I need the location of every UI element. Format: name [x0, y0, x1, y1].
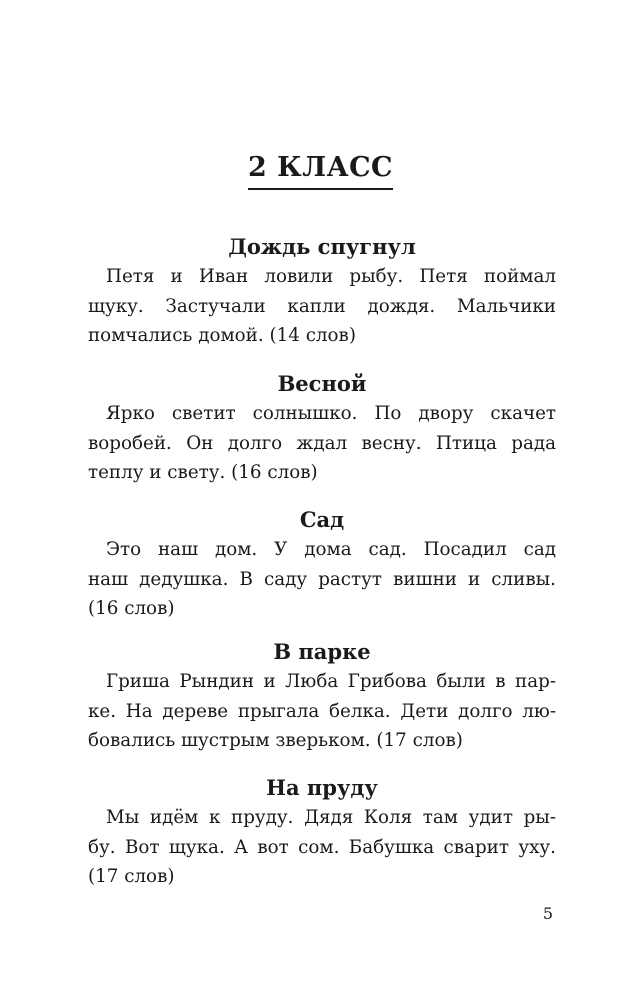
- text-line: бу. Вот щука. А вот сом. Бабушка сварит уху.: [88, 836, 556, 858]
- section-text: [88, 803, 556, 892]
- text-line: теплу и свету. (16 слов): [88, 462, 318, 483]
- class-heading-text: 2 КЛАСС: [248, 151, 393, 190]
- dictation-section-4: [88, 637, 556, 756]
- section-title: Сад: [299, 507, 345, 532]
- dictation-section-2: [88, 369, 556, 488]
- text-line: (17 слов): [88, 866, 175, 887]
- text-line: Гриша Рындин и Люба Грибова были в пар-: [106, 671, 556, 692]
- section-title: Дождь спугнул: [228, 234, 416, 259]
- text-line: Ярко светит солнышко. По двору скачет: [106, 403, 556, 424]
- section-title: Весной: [277, 371, 367, 396]
- dictation-section-5: [88, 773, 556, 892]
- section-title: На пруду: [266, 775, 378, 800]
- dictation-section-3: [88, 505, 556, 624]
- text-line: ке. На дереве прыгала белка. Дети долго лю-: [88, 700, 556, 722]
- text-line: помчались домой. (14 слов): [88, 325, 356, 346]
- page-number: 5: [542, 904, 553, 923]
- text-line: Петя и Иван ловили рыбу. Петя поймал: [106, 266, 556, 287]
- section-text: [88, 667, 556, 756]
- class-heading: [0, 146, 641, 190]
- text-line: наш дедушка. В саду растут вишни и сливы.: [88, 568, 556, 590]
- section-title: В парке: [273, 639, 371, 664]
- text-line: щуку. Застучали капли дождя. Мальчики: [88, 295, 556, 317]
- text-line: Это наш дом. У дома сад. Посадил сад: [106, 539, 556, 560]
- text-line: (16 слов): [88, 598, 175, 619]
- text-line: воробей. Он долго ждал весну. Птица рада: [88, 432, 556, 454]
- section-text: [88, 262, 556, 351]
- text-line: Мы идём к пруду. Дядя Коля там удит ры-: [106, 807, 556, 828]
- dictation-section-1: [88, 232, 556, 351]
- section-text: [88, 535, 556, 624]
- text-line: бовались шустрым зверьком. (17 слов): [88, 730, 463, 751]
- section-text: [88, 399, 556, 488]
